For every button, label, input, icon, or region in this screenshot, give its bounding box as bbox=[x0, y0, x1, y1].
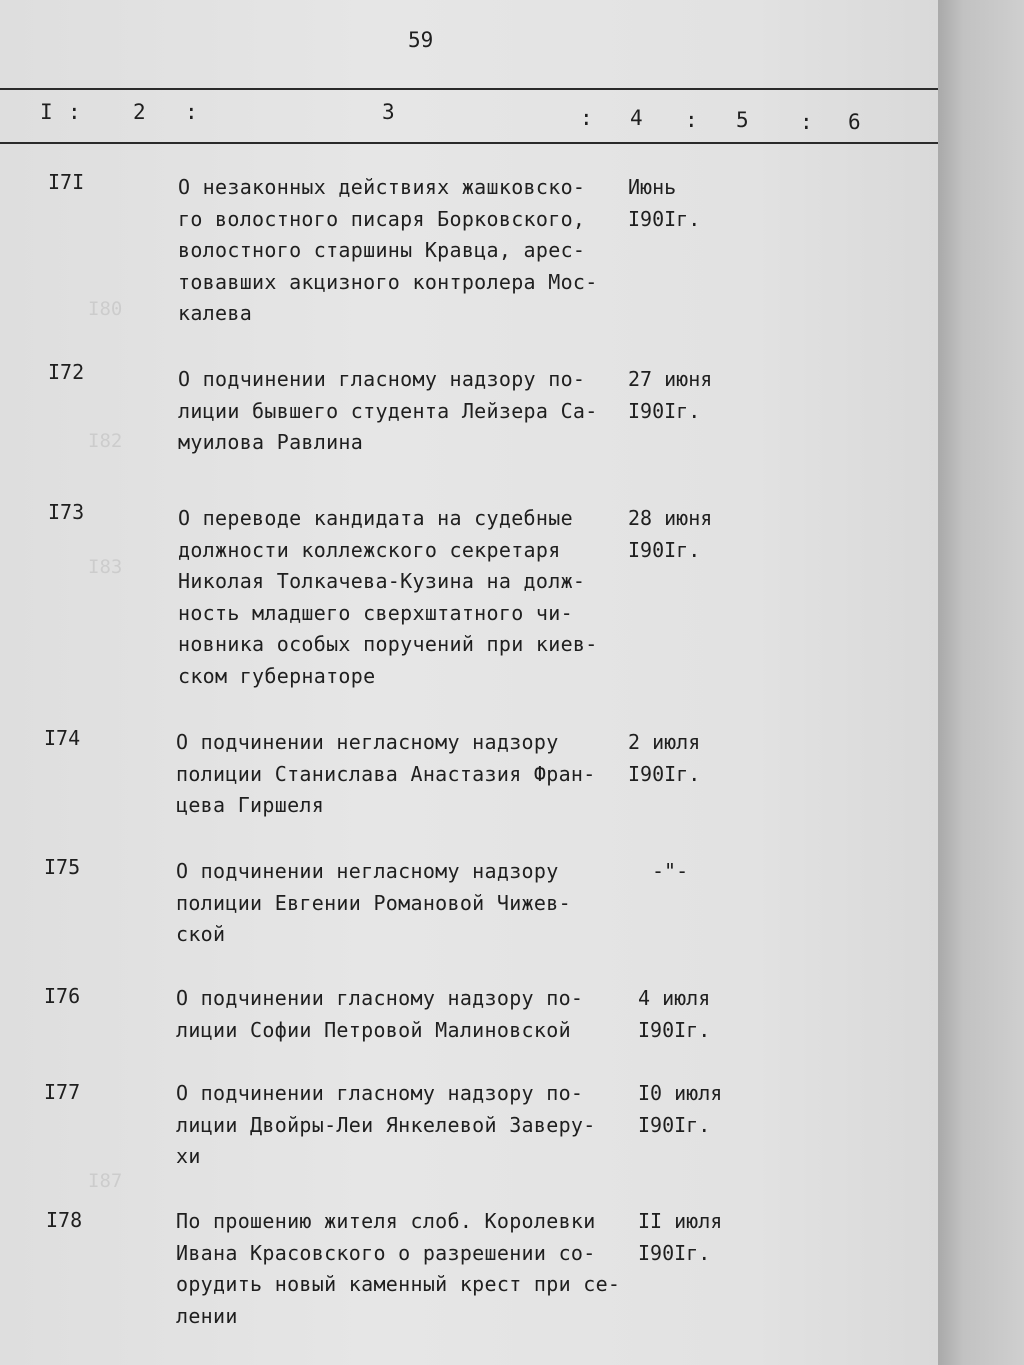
text-line: лиции Софии Петровой Малиновской bbox=[176, 1017, 571, 1042]
date-line: I90Iг. bbox=[628, 398, 701, 423]
background-surface bbox=[938, 0, 1024, 1365]
entry-number: I72 bbox=[48, 360, 85, 384]
entry-description bbox=[176, 983, 636, 1046]
column-separator: : bbox=[800, 110, 813, 134]
entry-date bbox=[638, 983, 768, 1046]
entry-description bbox=[176, 1206, 636, 1332]
date-line: II июля bbox=[638, 1209, 723, 1233]
bleed-through-mark: I87 bbox=[88, 1170, 123, 1192]
text-line: лении bbox=[176, 1303, 238, 1328]
entry-number: I73 bbox=[48, 500, 85, 524]
column-separator: : bbox=[580, 106, 593, 130]
text-line: хи bbox=[176, 1144, 201, 1168]
text-line: волостного старшины Кравца, арес- bbox=[178, 238, 586, 262]
column-number: I bbox=[40, 100, 53, 124]
text-line: лиции Двойры-Леи Янкелевой Заверу- bbox=[176, 1112, 596, 1137]
entry-date bbox=[628, 503, 758, 566]
column-separator: : bbox=[185, 100, 198, 124]
bleed-through-mark: I82 bbox=[88, 430, 123, 452]
entry-date bbox=[628, 172, 758, 235]
date-line: I90Iг. bbox=[628, 761, 701, 786]
text-line: О подчинении негласному надзору bbox=[176, 730, 559, 754]
text-line: орудить новый каменный крест при се- bbox=[176, 1272, 621, 1296]
column-number: 4 bbox=[630, 106, 643, 130]
text-line: О подчинении гласному надзору по- bbox=[176, 986, 584, 1010]
entry-description bbox=[176, 856, 636, 951]
text-line: По прошению жителя слоб. Королевки bbox=[176, 1209, 596, 1233]
bleed-through-mark: I80 bbox=[88, 298, 123, 320]
entry-description bbox=[178, 503, 638, 692]
entry-date bbox=[638, 1078, 768, 1141]
date-line: I90Iг. bbox=[638, 1017, 711, 1042]
date-line: 2 июля bbox=[628, 730, 701, 754]
entry-number: I74 bbox=[44, 726, 81, 750]
column-number: 3 bbox=[382, 100, 395, 124]
column-separator: : bbox=[68, 100, 81, 124]
date-line: I90Iг. bbox=[628, 206, 701, 231]
date-line: Июнь bbox=[628, 175, 677, 199]
date-line: I0 июля bbox=[638, 1081, 723, 1105]
entry-number: I78 bbox=[46, 1208, 83, 1232]
date-line: I90Iг. bbox=[638, 1240, 711, 1265]
entry-number: I76 bbox=[44, 984, 81, 1008]
text-line: О подчинении гласному надзору по- bbox=[176, 1081, 584, 1105]
text-line: О подчинении гласному надзору по- bbox=[178, 367, 586, 391]
text-line: ском губернаторе bbox=[178, 663, 376, 688]
header-rule-bottom bbox=[0, 142, 938, 144]
entry-description bbox=[176, 1078, 636, 1173]
bleed-through-mark: I83 bbox=[88, 556, 123, 578]
text-line: ность младшего сверхштатного чи- bbox=[178, 600, 573, 625]
entry-date bbox=[628, 727, 758, 790]
column-number: 2 bbox=[133, 100, 146, 124]
text-line: калева bbox=[178, 301, 253, 325]
entry-number: I7I bbox=[48, 170, 85, 194]
text-line: О подчинении негласному надзору bbox=[176, 859, 559, 883]
date-line: I90Iг. bbox=[638, 1112, 711, 1137]
text-line: ской bbox=[176, 922, 226, 946]
ditto-mark: -"- bbox=[652, 859, 689, 883]
text-line: муилова Равлина bbox=[178, 430, 364, 454]
text-line: новника особых поручений при киев- bbox=[178, 632, 598, 656]
entry-date bbox=[652, 856, 782, 888]
text-line: Ивана Красовского о разрешении со- bbox=[176, 1240, 596, 1265]
date-line: 28 июня bbox=[628, 506, 713, 530]
date-line: I90Iг. bbox=[628, 537, 701, 562]
text-line: цева Гиршеля bbox=[176, 793, 325, 817]
entry-description bbox=[178, 172, 638, 330]
entry-date bbox=[638, 1206, 768, 1269]
entry-description bbox=[176, 727, 636, 822]
column-number: 6 bbox=[848, 110, 861, 134]
entry-number: I75 bbox=[44, 855, 81, 879]
text-line: О переводе кандидата на судебные bbox=[178, 506, 573, 530]
text-line: полиции Евгении Романовой Чижев- bbox=[176, 890, 571, 915]
text-line: товавших акцизного контролера Мос- bbox=[178, 269, 598, 294]
date-line: 27 июня bbox=[628, 367, 713, 391]
entry-description bbox=[178, 364, 638, 459]
text-line: полиции Станислава Анастазия Фран- bbox=[176, 761, 596, 786]
entry-date bbox=[628, 364, 758, 427]
text-line: го волостного писаря Борковского, bbox=[178, 206, 586, 231]
text-line: лиции бывшего студента Лейзера Са- bbox=[178, 398, 598, 423]
text-line: должности коллежского секретаря bbox=[178, 537, 561, 562]
date-line: 4 июля bbox=[638, 986, 711, 1010]
text-line: Николая Толкачева-Кузина на долж- bbox=[178, 569, 586, 593]
page-number: 59 bbox=[408, 28, 434, 52]
column-number: 5 bbox=[736, 108, 749, 132]
header-rule-top bbox=[0, 88, 938, 90]
entry-number: I77 bbox=[44, 1080, 81, 1104]
text-line: О незаконных действиях жашковско- bbox=[178, 175, 586, 199]
column-separator: : bbox=[685, 108, 698, 132]
